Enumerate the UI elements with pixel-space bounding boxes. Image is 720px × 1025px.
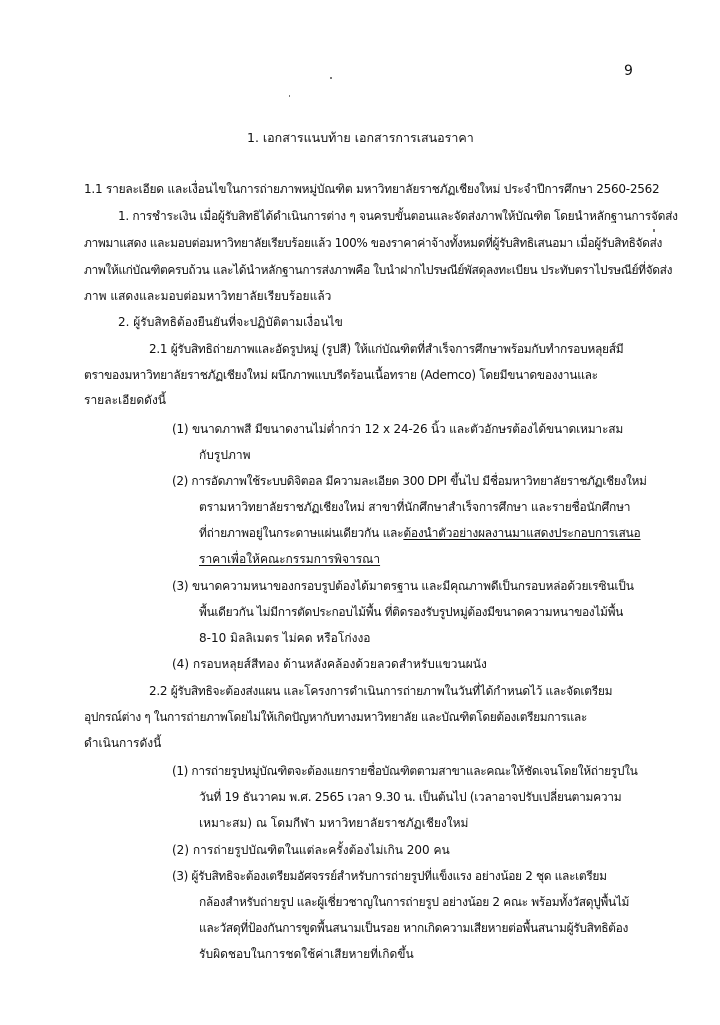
payment-line: 1. การชำระเงิน เมื่อผู้รับสิทธิได้ดำเนินการต่าง ๆ จนครบขั้นตอนและจัดส่งภาพให้บัณฑิต โดยนำหลักฐานการจัดส่ง [118,209,678,223]
subclause-line: ดำเนินการดังนี้ [84,736,162,750]
list-item: (3) ผู้รับสิทธิจะต้องเตรียมอัศจรรย์สำหรับการถ่ายรูปที่แข็งแรง อย่างน้อย 2 ชุด และเตรียม [172,869,607,883]
list-item: (4) กรอบหลุยส์สีทอง ด้านหลังคล้องด้วยลวดสำหรับแขวนผนัง [172,657,487,671]
list-item: (1) ขนาดภาพสี มีขนาดงานไม่ต่ำกว่า 12 x 24-26 นิ้ว และตัวอักษรต้องได้ขนาดเหมาะสม [172,422,624,436]
payment-line: ภาพ แสดงและมอบต่อมหาวิทยาลัยเรียบร้อยแล้ว [84,289,332,303]
payment-line: ภาพให้แก่บัณฑิตครบถ้วน และได้นำหลักฐานการส่งภาพคือ ใบนำฝากไปรษณีย์พัสดุลงทะเบียน ประทับตราไปรษณีย์ที่จัดส่ง [84,263,673,277]
list-item-continuation: วันที่ 19 ธันวาคม พ.ศ. 2565 เวลา 9.30 น. เป็นต้นไป (เวลาอาจปรับเปลี่ยนตามความ [199,790,622,804]
list-item-continuation: และวัสดุที่ป้องกันการขูดพื้นสนามเป็นรอย หากเกิดความเสียหายต่อพื้นสนามผู้รับสิทธิต้อง [199,921,628,935]
list-item-continuation: ตรามหาวิทยาลัยราชภัฏเชียงใหม่ สาขาที่นักศึกษาสำเร็จการศึกษา และรายชื่อนักศึกษา [199,500,631,514]
condition-item: 2. ผู้รับสิทธิต้องยืนยันที่จะปฏิบัติตามเงื่อนไข [118,315,343,329]
plain-text: ที่ถ่ายภาพอยู่ในกระดาษแผ่นเดียวกัน และ [199,526,404,540]
list-item: (2) การอัดภาพใช้ระบบดิจิตอล มีความละเอียด 300 DPI ขึ้นไป มีชื่อมหาวิทยาลัยราชภัฏเชียงใหม่ [172,474,647,488]
list-item: (3) ขนาดความหนาของกรอบรูปต้องได้มาตรฐาน และมีคุณภาพดีเป็นกรอบหล่อด้วยเรซินเป็น [172,579,634,593]
section-heading: 1.1 รายละเอียด และเงื่อนไขในการถ่ายภาพหมู่บัณฑิต มหาวิทยาลัยราชภัฏเชียงใหม่ ประจำปีการศึกษา 2560-2562 [84,182,660,196]
subclause-line: 2.1 ผู้รับสิทธิถ่ายภาพและอัดรูปหมู่ (รูปสี) ให้แก่บัณฑิตที่สำเร็จการศึกษาพร้อมกับทำกรอบหลุยส์มี [149,342,624,356]
list-item: (1) การถ่ายรูปหมู่บัณฑิตจะต้องแยกรายชื่อบัณฑิตตามสาขาและคณะให้ชัดเจนโดยให้ถ่ายรูปใน [172,764,638,778]
document-title: 1. เอกสารแนบท้าย เอกสารการเสนอราคา [247,130,474,145]
list-item: (2) การถ่ายรูปบัณฑิตในแต่ละครั้งต้องไม่เกิน 200 คน [172,843,450,857]
underlined-requirement: ต้องนำตัวอย่างผลงานมาแสดงประกอบการเสนอ [403,526,641,540]
underlined-requirement: ราคาเพื่อให้คณะกรรมการพิจารณา [199,552,381,566]
subclause-line: อุปกรณ์ต่าง ๆ ในการถ่ายภาพโดยไม่ให้เกิดปัญหากับทางมหาวิทยาลัย และบัณฑิตโดยต้องเตรียมการและ [84,710,587,724]
list-item-continuation: 8-10 มิลลิเมตร ไม่คด หรือโก่งงอ [199,631,371,645]
subclause-line: 2.2 ผู้รับสิทธิจะต้องส่งแผน และโครงการดำเนินการถ่ายภาพในวันที่ได้กำหนดไว้ และจัดเตรียม [149,684,613,698]
scan-speck [289,95,290,97]
list-item-continuation: รับผิดชอบในการชดใช้ค่าเสียหายที่เกิดขึ้น [199,947,414,961]
scan-speck [653,229,655,232]
list-item-continuation: กล้องสำหรับถ่ายรูป และผู้เชี่ยวชาญในการถ่ายรูป อย่างน้อย 2 คณะ พร้อมทั้งวัสดุปูพื้นไม้ [199,895,630,909]
list-item-continuation: เหมาะสม) ณ โดมกีฬา มหาวิทยาลัยราชภัฏเชียงใหม่ [199,816,469,830]
subclause-line: ตราของมหาวิทยาลัยราชภัฏเชียงใหม่ ผนึกภาพแบบรีดร้อนเนื้อทราย (Ademco) โดยมีขนาดของงานและ [84,368,598,382]
list-item-continuation [199,525,640,541]
list-item-continuation: พื้นเดียวกัน ไม่มีการตัดประกอบไม้พื้น ที่ติดรองรับรูปหมู่ต้องมีขนาดความหนาของไม้พื้น [199,605,623,619]
page-number: 9 [624,63,633,79]
scan-speck [330,77,332,79]
subclause-line: รายละเอียดดังนี้ [84,393,167,407]
list-item-continuation: กับรูปภาพ [199,448,251,462]
payment-line: ภาพมาแสดง และมอบต่อมหาวิทยาลัยเรียบร้อยแล้ว 100% ของราคาค่าจ้างทั้งหมดที่ผู้รับสิทธิเสนอมา เมื่อผู้รับสิทธิจัดส่ง [84,236,662,250]
